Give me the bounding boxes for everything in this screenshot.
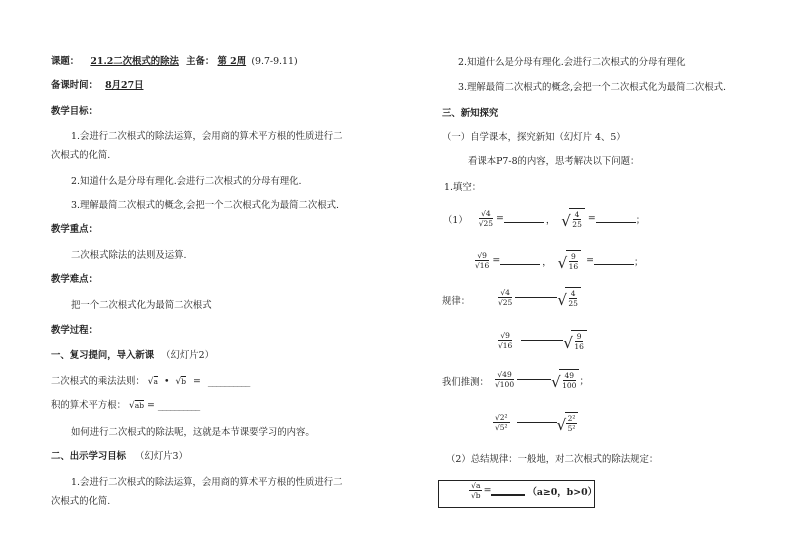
date-range: (9.7-9.11) [251,56,298,67]
product-equals: = [147,400,155,411]
multiplication-equals: = [193,376,201,387]
rule-row-2 [495,330,587,351]
answer-blank [504,222,544,223]
lesson-topic: 21.2二次根式的除法 [90,56,179,67]
section-2-heading-line [51,451,188,463]
answer-blank [596,222,636,223]
goal-3: 3.理解最简二次根式的概念,会把一个二次根式化为最简二次根式. [71,200,340,211]
product-blank: __________ [157,400,200,411]
multiplication-blank: __________ [207,376,250,387]
fill-in-heading: 1.填空： [444,182,482,193]
guess-label: 我们推测： [442,377,489,388]
key-points-text: 二次根式除法的法则及运算. [71,250,187,261]
fraction-sqrt4-over-sqrt25: $\frac{√4}{√25}$ [498,288,513,307]
fill-row-2 [472,250,643,271]
relation-blank [521,340,563,341]
fraction-sqrt-2sq-over-sqrt-5sq: $\frac{\text{√2²}}{\text{√5²}}$ [495,413,508,432]
equals-sign: = [587,213,596,224]
multiply-dot: • [163,376,170,387]
fraction-sqrt9-over-sqrt16: $\frac{√9}{√16}$ [475,251,490,270]
rule-label: 规律： [442,296,471,307]
product-sqrt-line [51,400,200,412]
guess-row-2 [492,412,578,433]
objective-2: 2.知道什么是分母有理化.会进行二次根式的分母有理化 [458,57,686,68]
product-sqrt-label: 积的算术平方根： [51,400,127,411]
sqrt-ab: √ab [129,401,145,411]
equals-sign: = [496,213,504,224]
part-2-heading: （2）总结规律：一般地，对二次根式的除法规定： [446,454,659,465]
relation-blank [515,297,557,298]
title-prefix: 课题： [51,56,80,67]
week-label: 第 2周 [217,56,247,67]
section-1-heading: 一、复习提问，导入新课 [51,350,155,361]
fraction-sqrt49-over-sqrt100: $\frac{√49}{√100}$ [495,370,515,389]
fraction-sqrt4-over-sqrt25: $\frac{√4}{√25}$ [478,209,494,228]
sqrt-49-over-100: √ $\frac{49}{100}$ [551,369,579,390]
process-heading: 教学过程： [51,325,98,336]
objective-1-line-2: 次根式的化简. [51,496,111,507]
multiplication-rule-label: 二次根式的乘法法则： [51,376,145,387]
relation-blank [517,422,557,423]
prep-time-label: 备课时间： [51,80,98,91]
goal-1-line-2: 次根式的化简. [51,150,111,161]
multiplication-rule-line [51,376,250,388]
sqrt-9-over-16: √ $\frac{9}{16}$ [563,330,587,351]
section-1-slide: （幻灯片2） [161,350,214,361]
equals-sign: = [492,255,501,266]
difficulty-heading: 教学难点： [51,274,98,285]
section-3-heading: 三、新知探究 [442,108,499,119]
fill-row-1 [443,208,645,229]
sqrt-9-over-16: √ $\frac{9}{16}$ [558,250,582,271]
goal-2: 2.知道什么是分母有理化.会进行二次根式的分母有理化. [71,176,302,187]
semicolon: ； [635,214,646,226]
fill-number-label: （1） [443,214,468,226]
semicolon: ； [579,375,589,387]
answer-blank [500,264,540,265]
goals-heading: 教学目标： [51,106,98,117]
part-1-heading: （一）自学课本，探究新知（幻灯片 4、5） [442,132,626,143]
transition-text: 如何进行二次根式的除法呢，这就是本节课要学习的内容。 [71,427,315,438]
sqrt-a: √a [147,377,158,387]
sqrt-4-over-25: √ $\frac{4}{25}$ [561,208,585,229]
prep-time-line [51,80,143,92]
sqrt-b: √b [175,377,187,387]
prep-time-value: 8月27日 [105,80,144,91]
rule-row-1 [495,287,581,308]
difficulty-text: 把一个二次根式化为最简二次根式 [71,300,212,311]
key-points-heading: 教学重点： [51,224,98,235]
comma: ， [542,256,552,268]
condition-text: （a≥0，b>0） [527,486,597,498]
section-2-heading: 二、出示学习目标 [51,451,127,462]
fraction-sqrt-a-over-sqrt-b: $\frac{√a}{√b}$ [471,481,481,500]
guess-row-1 [492,369,589,390]
relation-blank [517,379,551,380]
goal-1-line-1: 1.会进行二次根式的除法运算，会用商的算术平方根的性质进行二 [71,131,343,142]
preparer-label: 主备： [186,56,215,67]
objective-3: 3.理解最简二次根式的概念,会把一个二次根式化为最简二次根式. [458,82,727,93]
division-rule-formula [468,481,597,500]
comma: ， [545,214,556,226]
answer-blank [491,494,525,496]
equals-sign: = [586,255,594,266]
answer-blank [594,264,634,265]
fraction-sqrt9-over-sqrt16: $\frac{√9}{√16}$ [498,331,513,350]
objective-1-line-1: 1.会进行二次根式的除法运算，会用商的算术平方根的性质进行二 [71,477,343,488]
lesson-title-line [51,56,298,68]
section-2-slide: （幻灯片3） [135,451,188,462]
sqrt-4-over-25: √ $\frac{4}{25}$ [557,287,581,308]
part-1-instruction: 看课本P7-8的内容，思考解决以下问题： [468,156,640,167]
sqrt-2sq-over-5sq: √ $\frac{\text{2²}}{\text{5²}}$ [557,412,579,433]
semicolon: ； [633,256,644,268]
section-1-heading-line [51,350,214,362]
equals-sign: = [483,485,492,496]
